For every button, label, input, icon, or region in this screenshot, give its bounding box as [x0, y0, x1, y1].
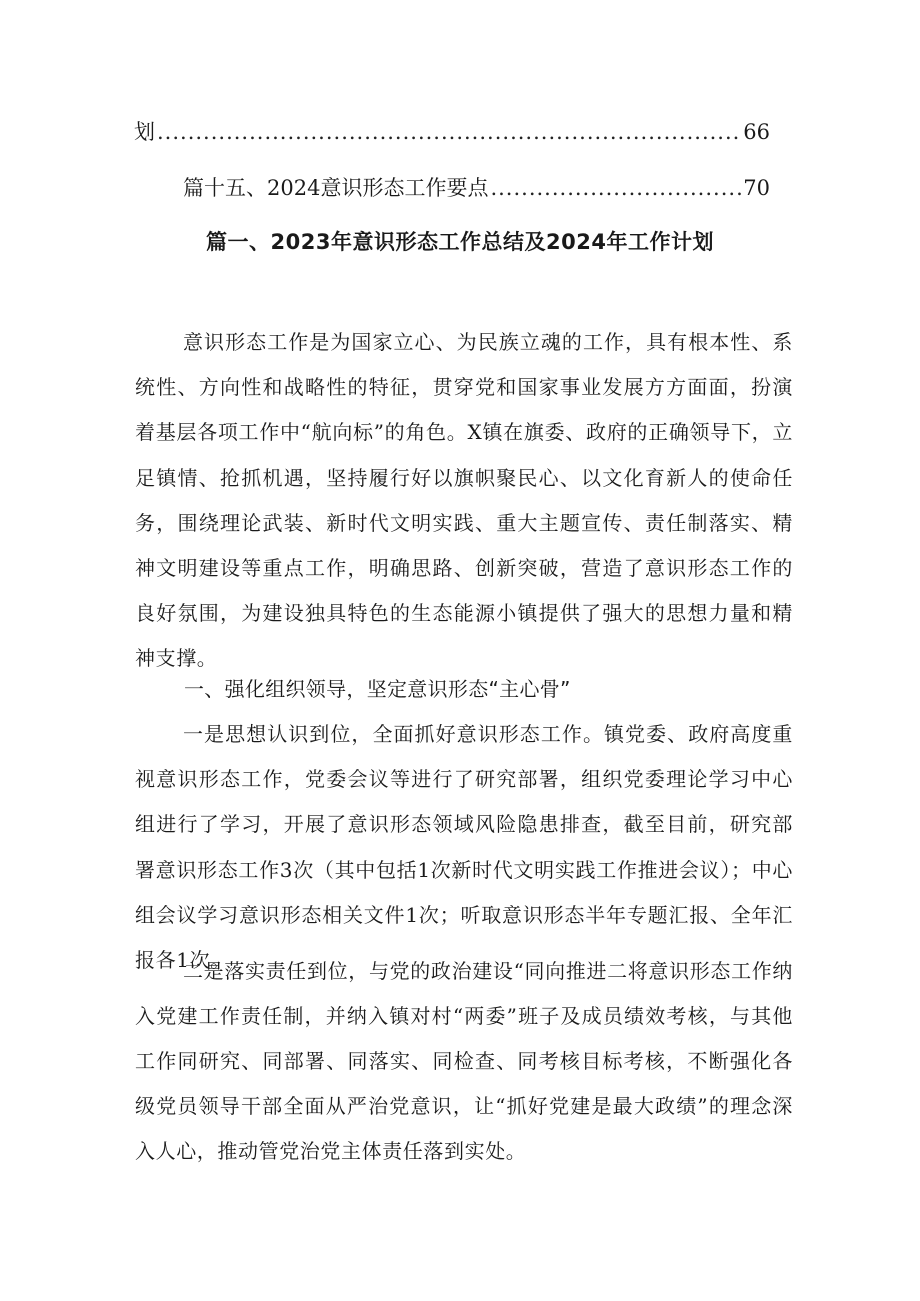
intro-paragraph: 意识形态工作是为国家立心、为民族立魂的工作，具有根本性、系统性、方向性和战略性的特征，贯穿党和国家事业发展方方面面，扮演着基层各项工作中“航向标”的角色。X镇在旗委、政府的正确领导下，立足镇情、抢抓机遇，坚持履行好以旗帜聚民心、以文化育新人的使命任务，围绕理论武装、新时代文明实践、重大主题宣传、责任制落实、精神文明建设等重点工作，明确思路、创新突破，营造了意识形态工作的良好氛围，为建设独具特色的生态能源小镇提供了强大的思想力量和精神支撑。: [135, 330, 793, 671]
toc-entry[interactable]: [183, 172, 770, 202]
toc-leader-dots: [157, 120, 741, 144]
toc-entry-page: 70: [743, 176, 770, 200]
article-title: 篇一、2023年意识形态工作总结及2024年工作计划: [206, 230, 714, 254]
toc-entry-page: 66: [743, 120, 770, 144]
section-heading: 一、强化组织领导，坚定意识形态“主心骨”: [184, 677, 571, 701]
toc-entry-title: 划: [134, 120, 155, 144]
toc-entry[interactable]: [134, 116, 770, 146]
toc-leader-dots: [490, 176, 741, 200]
toc-entry-title: 篇十五、2024意识形态工作要点: [183, 176, 489, 200]
body-paragraph: 二是落实责任到位，与党的政治建设“同向推进二将意识形态工作纳入党建工作责任制，并纳入镇对村“两委”班子及成员绩效考核，与其他工作同研究、同部署、同落实、同检查、同考核目标考核，不断强化各级党员领导干部全面从严治党意识，让“抓好党建是最大政绩”的理念深入人心，推动管党治党主体责任落到实处。: [135, 959, 793, 1163]
body-paragraph: 一是思想认识到位，全面抓好意识形态工作。镇党委、政府高度重视意识形态工作，党委会议等进行了研究部署，组织党委理论学习中心组进行了学习，开展了意识形态领域风险隐患排查，截至目前，研究部署意识形态工作3次（其中包括1次新时代文明实践工作推进会议）；中心组会议学习意识形态相关文件1次；听取意识形态半年专题汇报、全年汇报各1次。: [135, 722, 793, 973]
